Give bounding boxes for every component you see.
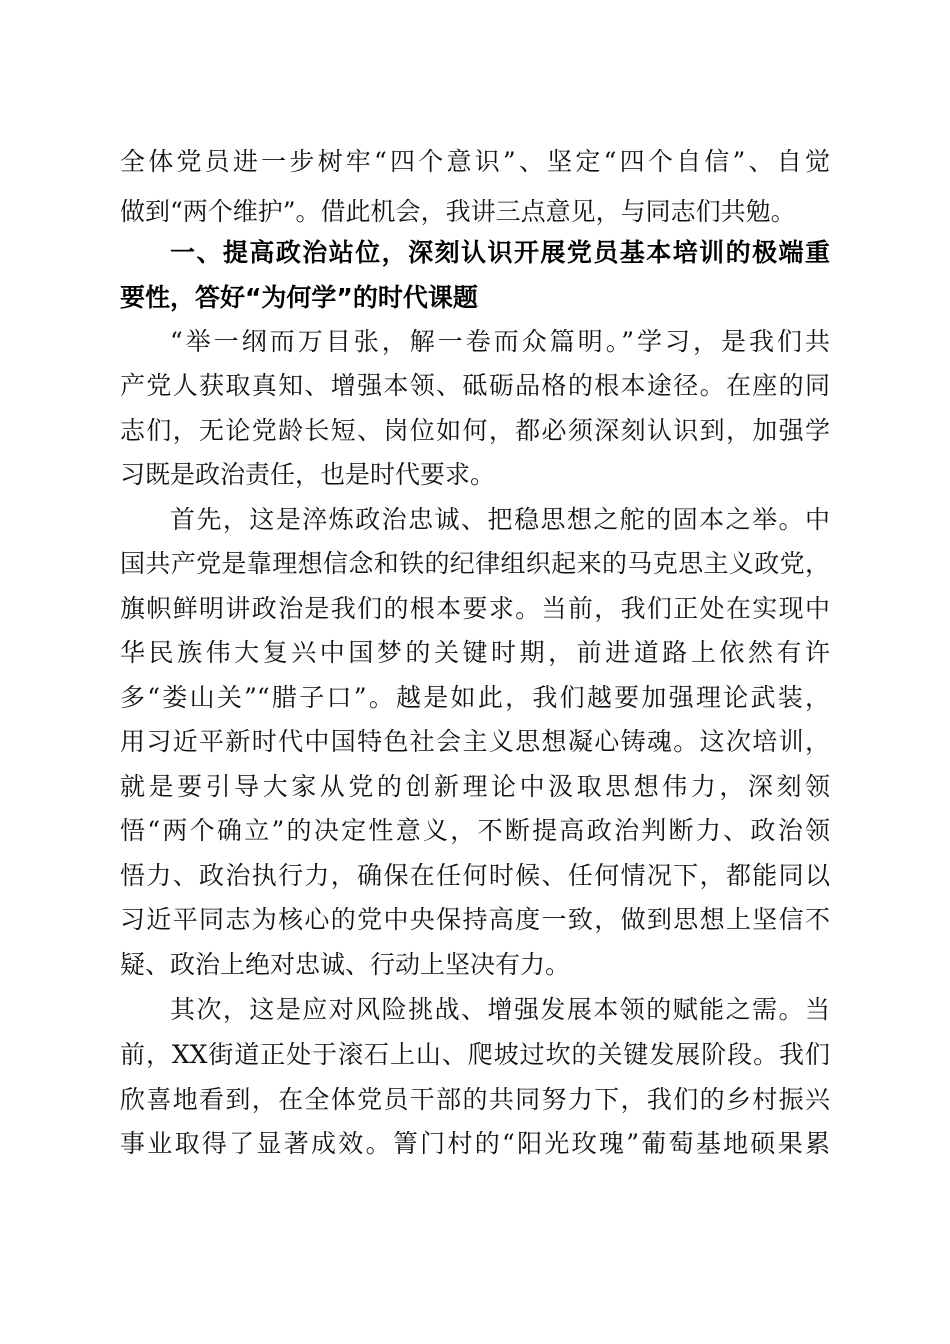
- body-text-line: 欣喜地看到，在全体党员干部的共同努力下，我们的乡村振兴: [120, 1085, 830, 1114]
- body-text-line: 其次，这是应对风险挑战、增强发展本领的赋能之需。当: [170, 995, 830, 1024]
- body-text-line: 习既是政治责任，也是时代要求。: [120, 460, 496, 489]
- section-heading-line: 一、提高政治站位，深刻认识开展党员基本培训的极端重: [170, 238, 830, 267]
- body-text-line: 国共产党是靠理想信念和铁的纪律组织起来的马克思主义政党，: [120, 549, 830, 578]
- body-text-line: 就是要引导大家从党的创新理论中汲取思想伟力，深刻领: [120, 772, 830, 801]
- body-text-line: 旗帜鲜明讲政治是我们的根本要求。当前，我们正处在实现中: [120, 594, 830, 623]
- body-text-line: 志们，无论党龄长短、岗位如何，都必须深刻认识到，加强学: [120, 416, 830, 445]
- body-text-line: 事业取得了显著成效。箐门村的“阳光玫瑰”葡萄基地硕果累: [120, 1129, 830, 1158]
- body-text-line: 华民族伟大复兴中国梦的关键时期，前进道路上依然有许: [120, 638, 830, 667]
- body-text-line: 悟“两个确立”的决定性意义，不断提高政治判断力、政治领: [120, 816, 830, 845]
- body-text-line: 产党人获取真知、增强本领、砥砺品格的根本途径。在座的同: [120, 371, 830, 400]
- body-text-line: “举一纲而万目张，解一卷而众篇明。”学习，是我们共: [170, 327, 830, 356]
- body-text-line: 悟力、政治执行力，确保在任何时候、任何情况下，都能同以: [120, 861, 830, 890]
- body-text-line: 首先，这是淬炼政治忠诚、把稳思想之舵的固本之举。中: [170, 505, 830, 534]
- body-text-line: 疑、政治上绝对忠诚、行动上坚决有力。: [120, 950, 571, 979]
- body-text-line: 做到“两个维护”。借此机会，我讲三点意见，与同志们共勉。: [120, 197, 796, 226]
- body-text-line: 全体党员进一步树牢“四个意识”、坚定“四个自信”、自觉: [120, 147, 830, 176]
- section-heading-line: 要性，答好“为何学”的时代课题: [120, 283, 478, 312]
- body-text-line: 多“娄山关”“腊子口”。越是如此，我们越要加强理论武装，: [120, 683, 830, 712]
- body-text-line: 用习近平新时代中国特色社会主义思想凝心铸魂。这次培训，: [120, 727, 830, 756]
- body-text-line: 前，XX街道正处于滚石上山、爬坡过坎的关键发展阶段。我们: [120, 1040, 830, 1069]
- body-text-line: 习近平同志为核心的党中央保持高度一致，做到思想上坚信不: [120, 905, 830, 934]
